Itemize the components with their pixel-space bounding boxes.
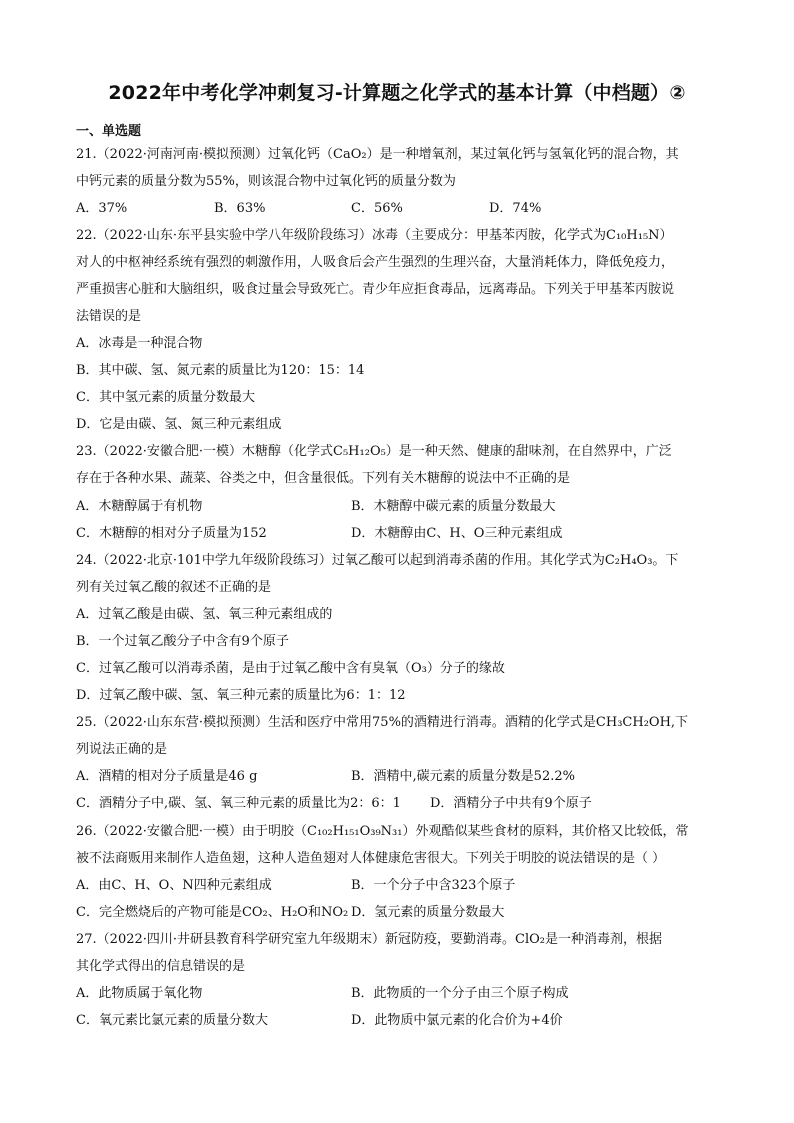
question-22-option-d: D．它是由碳、氢、氮三种元素组成 bbox=[76, 417, 282, 432]
question-23-option-c: C．木糖醇的相对分子质量为152 bbox=[76, 526, 267, 541]
question-21-option-b: B．63% bbox=[214, 201, 266, 216]
question-24-option-a: A．过氧乙酸是由碳、氢、氧三种元素组成的 bbox=[76, 607, 333, 622]
question-24-option-b: B．一个过氧乙酸分子中含有9个原子 bbox=[76, 634, 289, 649]
question-26-option-d: D．氢元素的质量分数最大 bbox=[351, 905, 505, 920]
question-26-option-b: B．一个分子中含323个原子 bbox=[351, 878, 516, 893]
question-25-option-d: D．酒精分子中共有9个原子 bbox=[430, 796, 592, 811]
question-25-stem-line-1: 25.（2022·山东东营·模拟预测）生活和医疗中常用75%的酒精进行消毒。酒精的化学式是CH₃CH₂OH,下 bbox=[76, 715, 689, 730]
question-27-option-c: C．氧元素比氯元素的质量分数大 bbox=[76, 1013, 268, 1028]
question-25-option-b: B．酒精中,碳元素的质量分数是52.2% bbox=[351, 769, 575, 784]
question-26-stem-line-1: 26.（2022·安徽合肥·一模）由于明胶（C₁₀₂H₁₅₁O₃₉N₃₁）外观酷似某些食材的原料，其价格又比较低，常 bbox=[76, 824, 689, 839]
question-27-stem-line-1: 27.（2022·四川·井研县教育科学研究室九年级期末）新冠防疫，要勤消毒。ClO₂是一种消毒剂，根据 bbox=[76, 932, 662, 947]
question-24-option-d: D．过氧乙酸中碳、氢、氧三种元素的质量比为6：1：12 bbox=[76, 688, 406, 703]
question-22-option-c: C．其中氢元素的质量分数最大 bbox=[76, 390, 255, 405]
page-title: 2022年中考化学冲刺复习-计算题之化学式的基本计算（中档题）② bbox=[108, 82, 686, 104]
question-21-stem-line-2: 中钙元素的质量分数为55%，则该混合物中过氧化钙的质量分数为 bbox=[76, 174, 456, 189]
question-23-option-a: A．木糖醇属于有机物 bbox=[76, 499, 203, 514]
question-26-option-c: C．完全燃烧后的产物可能是CO₂、H₂O和NO₂ bbox=[76, 905, 349, 920]
question-27-option-b: B．此物质的一个分子由三个原子构成 bbox=[351, 986, 569, 1001]
question-26-option-a: A．由C、H、O、N四种元素组成 bbox=[76, 878, 272, 893]
question-23-stem-line-2: 存在于各种水果、蔬菜、谷类之中，但含量很低。下列有关木糖醇的说法中不正确的是 bbox=[76, 471, 571, 486]
question-23-option-d: D．木糖醇由C、H、O三种元素组成 bbox=[351, 526, 563, 541]
question-25-option-a: A．酒精的相对分子质量是46 g bbox=[76, 769, 258, 784]
question-21-option-d: D．74% bbox=[489, 201, 542, 216]
question-23-option-b: B．木糖醇中碳元素的质量分数最大 bbox=[351, 499, 556, 514]
question-21-stem-line-1: 21.（2022·河南河南·模拟预测）过氧化钙（CaO₂）是一种增氧剂，某过氧化钙与氢氧化钙的混合物，其 bbox=[76, 147, 679, 162]
section-heading: 一、单选题 bbox=[76, 124, 142, 139]
question-22-stem-line-1: 22.（2022·山东·东平县实验中学八年级阶段练习）冰毒（主要成分：甲基苯丙胺，化学式为C₁₀H₁₅N） bbox=[76, 228, 673, 243]
question-24-stem-line-1: 24.（2022·北京·101中学九年级阶段练习）过氧乙酸可以起到消毒杀菌的作用。其化学式为C₂H₄O₃。下 bbox=[76, 553, 679, 568]
question-24-stem-line-2: 列有关过氧乙酸的叙述不正确的是 bbox=[76, 580, 272, 595]
question-22-stem-line-3: 严重损害心脏和大脑组织，吸食过量会导致死亡。青少年应拒食毒品，远离毒品。下列关于甲基苯丙胺说 bbox=[76, 282, 675, 297]
question-27-option-a: A．此物质属于氧化物 bbox=[76, 986, 203, 1001]
question-22-option-a: A．冰毒是一种混合物 bbox=[76, 336, 203, 351]
question-22-stem-line-4: 法错误的是 bbox=[76, 309, 142, 324]
question-22-option-b: B．其中碳、氢、氮元素的质量比为120：15：14 bbox=[76, 363, 365, 378]
question-23-stem-line-1: 23.（2022·安徽合肥·一模）木糖醇（化学式C₅H₁₂O₅）是一种天然、健康的甜味剂，在自然界中，广泛 bbox=[76, 444, 672, 459]
question-21-option-a: A．37% bbox=[76, 201, 128, 216]
question-27-option-d: D．此物质中氯元素的化合价为+4价 bbox=[351, 1013, 563, 1028]
question-26-stem-line-2: 被不法商贩用来制作人造鱼翅，这种人造鱼翅对人体健康危害很大。下列关于明胶的说法错误的是（ ） bbox=[76, 851, 666, 866]
question-24-option-c: C．过氧乙酸可以消毒杀菌，是由于过氧乙酸中含有臭氧（O₃）分子的缘故 bbox=[76, 661, 505, 676]
question-25-option-c: C．酒精分子中,碳、氢、氧三种元素的质量比为2：6：1 bbox=[76, 796, 401, 811]
question-25-stem-line-2: 列说法正确的是 bbox=[76, 742, 168, 757]
question-27-stem-line-2: 其化学式得出的信息错误的是 bbox=[76, 959, 246, 974]
question-22-stem-line-2: 对人的中枢神经系统有强烈的刺激作用，人吸食后会产生强烈的生理兴奋，大量消耗体力，降低免疫力， bbox=[76, 255, 675, 270]
question-21-option-c: C．56% bbox=[351, 201, 403, 216]
